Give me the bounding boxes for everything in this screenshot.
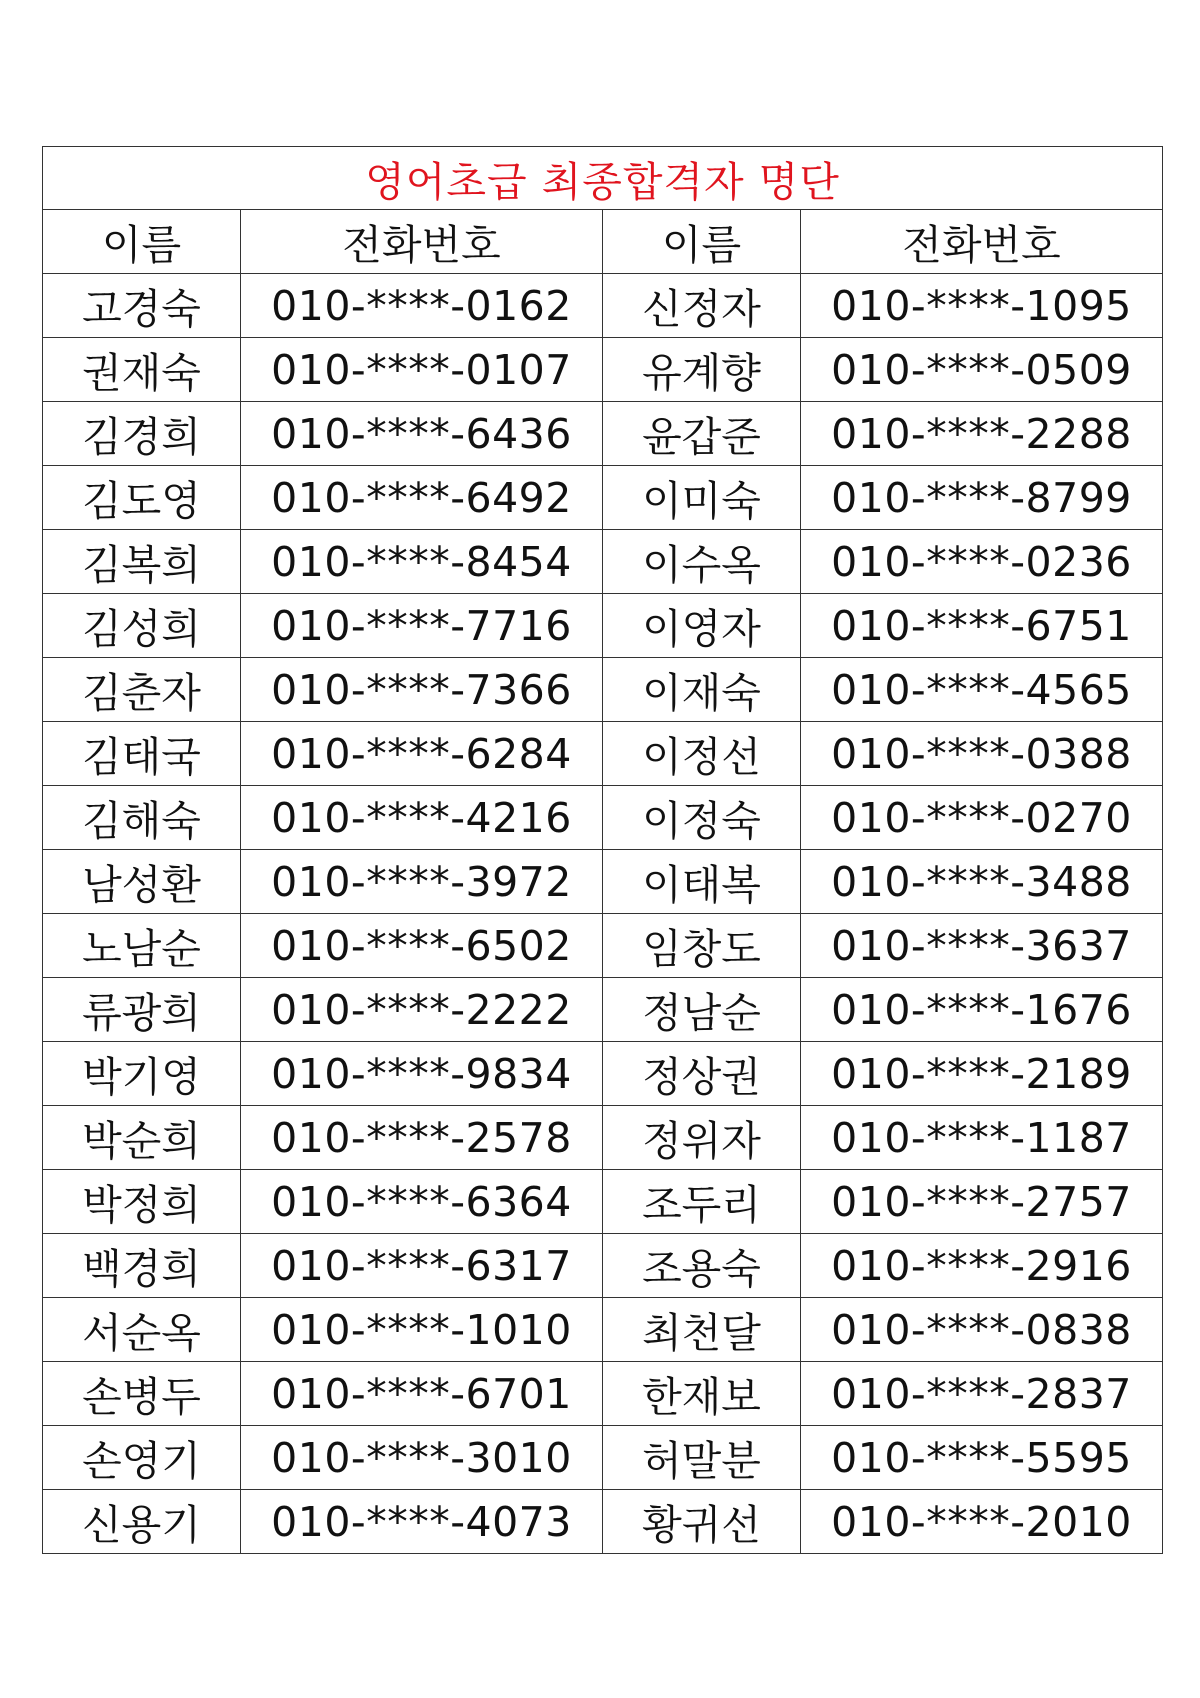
name-left-cell: 고경숙 (43, 274, 241, 338)
name-left-cell: 남성환 (43, 850, 241, 914)
phone-right-cell: 010-****-0838 (801, 1298, 1163, 1362)
phone-right-cell: 010-****-2288 (801, 402, 1163, 466)
phone-left-cell: 010-****-6436 (241, 402, 603, 466)
header-phone-left: 전화번호 (241, 210, 603, 274)
name-right-cell: 이태복 (603, 850, 801, 914)
table-row (43, 594, 1163, 658)
name-right-cell: 조두리 (603, 1170, 801, 1234)
phone-right-cell: 010-****-2837 (801, 1362, 1163, 1426)
table-row (43, 1170, 1163, 1234)
phone-right-cell: 010-****-3488 (801, 850, 1163, 914)
phone-left-cell: 010-****-0107 (241, 338, 603, 402)
header-row (43, 210, 1163, 274)
phone-right-cell: 010-****-5595 (801, 1426, 1163, 1490)
phone-left-cell: 010-****-3972 (241, 850, 603, 914)
phone-right-cell: 010-****-0236 (801, 530, 1163, 594)
name-left-cell: 박기영 (43, 1042, 241, 1106)
phone-right-cell: 010-****-2916 (801, 1234, 1163, 1298)
name-left-cell: 김경희 (43, 402, 241, 466)
name-right-cell: 정위자 (603, 1106, 801, 1170)
phone-right-cell: 010-****-0270 (801, 786, 1163, 850)
roster-body (43, 274, 1163, 1554)
phone-left-cell: 010-****-0162 (241, 274, 603, 338)
table-row (43, 402, 1163, 466)
table-row (43, 274, 1163, 338)
name-left-cell: 김태국 (43, 722, 241, 786)
name-right-cell: 한재보 (603, 1362, 801, 1426)
name-left-cell: 김도영 (43, 466, 241, 530)
header-phone-right: 전화번호 (801, 210, 1163, 274)
name-right-cell: 정상권 (603, 1042, 801, 1106)
name-left-cell: 손영기 (43, 1426, 241, 1490)
name-left-cell: 김춘자 (43, 658, 241, 722)
table-row (43, 850, 1163, 914)
phone-right-cell: 010-****-3637 (801, 914, 1163, 978)
name-left-cell: 박정희 (43, 1170, 241, 1234)
name-right-cell: 이영자 (603, 594, 801, 658)
table-row (43, 338, 1163, 402)
name-right-cell: 윤갑준 (603, 402, 801, 466)
phone-left-cell: 010-****-1010 (241, 1298, 603, 1362)
header-name-right: 이름 (603, 210, 801, 274)
phone-right-cell: 010-****-1095 (801, 274, 1163, 338)
phone-left-cell: 010-****-8454 (241, 530, 603, 594)
phone-right-cell: 010-****-2757 (801, 1170, 1163, 1234)
table-row (43, 722, 1163, 786)
phone-left-cell: 010-****-6502 (241, 914, 603, 978)
table-row (43, 1298, 1163, 1362)
roster-sheet (42, 146, 1162, 1554)
phone-left-cell: 010-****-4073 (241, 1490, 603, 1554)
name-left-cell: 김복희 (43, 530, 241, 594)
name-right-cell: 이정선 (603, 722, 801, 786)
table-row (43, 466, 1163, 530)
table-row (43, 530, 1163, 594)
phone-right-cell: 010-****-1676 (801, 978, 1163, 1042)
phone-right-cell: 010-****-8799 (801, 466, 1163, 530)
document-title: 영어초급 최종합격자 명단 (43, 147, 1163, 210)
phone-left-cell: 010-****-6317 (241, 1234, 603, 1298)
name-right-cell: 이정숙 (603, 786, 801, 850)
table-row (43, 978, 1163, 1042)
name-left-cell: 류광희 (43, 978, 241, 1042)
table-row (43, 1490, 1163, 1554)
name-left-cell: 김성희 (43, 594, 241, 658)
phone-right-cell: 010-****-0388 (801, 722, 1163, 786)
name-left-cell: 박순희 (43, 1106, 241, 1170)
name-left-cell: 손병두 (43, 1362, 241, 1426)
header-name-left: 이름 (43, 210, 241, 274)
table-row (43, 658, 1163, 722)
phone-left-cell: 010-****-2222 (241, 978, 603, 1042)
roster-table (42, 146, 1163, 1554)
name-right-cell: 이재숙 (603, 658, 801, 722)
phone-right-cell: 010-****-4565 (801, 658, 1163, 722)
name-right-cell: 황귀선 (603, 1490, 801, 1554)
name-left-cell: 신용기 (43, 1490, 241, 1554)
phone-left-cell: 010-****-6284 (241, 722, 603, 786)
table-row (43, 1426, 1163, 1490)
phone-right-cell: 010-****-2189 (801, 1042, 1163, 1106)
phone-right-cell: 010-****-6751 (801, 594, 1163, 658)
name-right-cell: 조용숙 (603, 1234, 801, 1298)
name-right-cell: 최천달 (603, 1298, 801, 1362)
table-row (43, 1106, 1163, 1170)
table-row (43, 1234, 1163, 1298)
name-left-cell: 서순옥 (43, 1298, 241, 1362)
phone-left-cell: 010-****-3010 (241, 1426, 603, 1490)
phone-left-cell: 010-****-2578 (241, 1106, 603, 1170)
phone-left-cell: 010-****-9834 (241, 1042, 603, 1106)
phone-left-cell: 010-****-6701 (241, 1362, 603, 1426)
name-right-cell: 이미숙 (603, 466, 801, 530)
phone-left-cell: 010-****-7366 (241, 658, 603, 722)
phone-left-cell: 010-****-7716 (241, 594, 603, 658)
title-row (43, 147, 1163, 210)
name-left-cell: 권재숙 (43, 338, 241, 402)
phone-right-cell: 010-****-2010 (801, 1490, 1163, 1554)
name-right-cell: 허말분 (603, 1426, 801, 1490)
table-row (43, 786, 1163, 850)
name-right-cell: 이수옥 (603, 530, 801, 594)
name-right-cell: 정남순 (603, 978, 801, 1042)
table-row (43, 1362, 1163, 1426)
name-left-cell: 노남순 (43, 914, 241, 978)
name-right-cell: 임창도 (603, 914, 801, 978)
name-right-cell: 신정자 (603, 274, 801, 338)
name-left-cell: 김해숙 (43, 786, 241, 850)
name-right-cell: 유계향 (603, 338, 801, 402)
phone-left-cell: 010-****-4216 (241, 786, 603, 850)
table-row (43, 1042, 1163, 1106)
phone-left-cell: 010-****-6492 (241, 466, 603, 530)
name-left-cell: 백경희 (43, 1234, 241, 1298)
phone-right-cell: 010-****-0509 (801, 338, 1163, 402)
phone-left-cell: 010-****-6364 (241, 1170, 603, 1234)
phone-right-cell: 010-****-1187 (801, 1106, 1163, 1170)
table-row (43, 914, 1163, 978)
